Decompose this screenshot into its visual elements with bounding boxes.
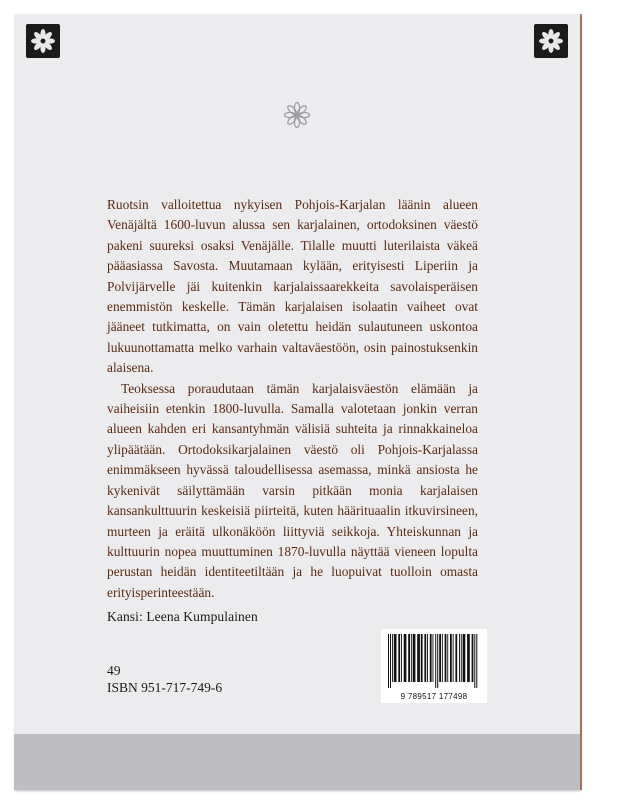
description-paragraph-1: Ruotsin valloitettua nykyisen Pohjois-Karjalan läänin alueen Venäjältä 1600-luvun alussa sen karjalainen, ortodoksinen väestö pakeni suureksi osaksi Venäjälle. Tilalle muutti luterilaista väkeä pääasiassa Savosta. Muutamaan kylään, erityisesti Liperiin ja Polvijärvelle jäi kuitenkin karjalaissaarekkeita savolaisperäisen enemmistön keskelle. Tämän karjalaisen isolaatin vaiheet ovat jääneet tutkimatta, on vain oletettu heidän sulautuneen uskontoa lukuunottamatta melko varhain valtaväestöön, osin painostuksenkin alaisena. [107, 197, 478, 376]
star-ornament-icon [26, 24, 60, 58]
cover-designer-credit: Kansi: Leena Kumpulainen [107, 609, 258, 624]
star-ornament-icon [534, 24, 568, 58]
center-star-ornament-icon [282, 100, 312, 130]
barcode-digits: 9 789517 177498 [400, 692, 468, 701]
description-paragraph-2: Teoksessa poraudutaan tämän karjalaisväestön elämään ja vaiheisiin etenkin 1800-luvulla. Samalla valotetaan jonkin verran alueen kahden eri kansantyhmän välisiä suhteita ja rinnakkaineloa ylipäätään. Ortodoksikarjalainen väestö oli Pohjois-Karjalassa enimmäkseen hyvässä taloudellisessa asemassa, minkä ansiosta he kykenivät säilyttämään varsin pitkään monia karjalaisen kansankulttuurin keskeisiä piirteitä, kuten häärituaalin itkuvirsineen, murteen ja eräitä ulkonäköön liittyviä seikkoja. Yhteiskunnan ja kulttuurin nopea muuttuminen 1870-luvulla näyttää vieneen lopulta perustan heidän identiteetiltään ja he luopuivat tuolloin omasta erityisperinteestään. [107, 380, 478, 600]
isbn-barcode [381, 629, 487, 703]
back-cover-description [107, 195, 478, 603]
isbn-number: ISBN 951-717-749-6 [107, 680, 223, 695]
cover-bottom-band [14, 734, 580, 790]
series-number: 49 [107, 663, 121, 678]
barcode-bars [386, 634, 482, 688]
